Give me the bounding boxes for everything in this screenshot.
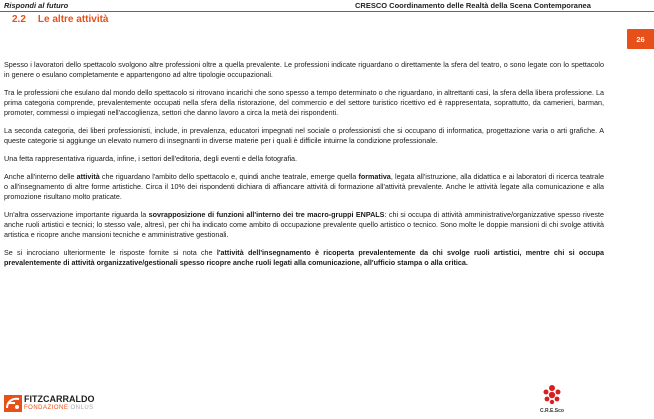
p5-bold-b: formativa	[358, 171, 391, 181]
fitzcarraldo-name: FITZCARRALDO	[24, 394, 95, 404]
paragraph-6	[4, 210, 604, 241]
p5-text-a: Anche all'interno delle	[4, 171, 77, 181]
section-number: 2.2	[12, 14, 26, 25]
paragraph-5	[4, 172, 604, 203]
page-number: 26	[636, 34, 645, 44]
header-right-rest: Coordinamento delle Realtà della Scena Contemporanea	[387, 1, 591, 10]
header-rule	[0, 11, 654, 12]
page-number-badge	[627, 29, 654, 49]
fitzcarraldo-sub	[24, 405, 94, 411]
body-text	[4, 60, 604, 276]
p7-bold: l'attività dell'insegnamento è ricoperta prevalentemente da chi svolge ruoli artistici, mentre chi si occupa prevalentemente di attività organizzative/gestionali spesso ricopre anche ruoli legati alla comunicazione, all'ufficio stampa o alla critica.	[4, 247, 604, 268]
p5-text-b: che riguardano l'ambito dello spettacolo e, quindi anche teatrale, emerge quella	[99, 171, 359, 181]
cresco-logo	[539, 384, 565, 414]
paragraph-2: Tra le professioni che esulano dal mondo dello spettacolo si ritrovano incarichi che sono spesso a tempo determinato o che riguardano, in altrettanti casi, la sfera della libera professione. La prima categoria comprende, prevalentemente occupati nella sfera della ristorazione, del commercio e del settore turistico ricettivo ed è rappresentata, soprattutto, da camerieri, barman, promoter, commessi o impiegati nell'accoglienza, settori che danno lavoro a circa la metà dei rispondenti.	[4, 87, 604, 118]
fitzcarraldo-logo	[4, 394, 124, 414]
p7-text-a: Se si incrociano ulteriormente le risposte fornite si nota che	[4, 247, 217, 257]
fitzcarraldo-mark-icon	[4, 395, 22, 412]
paragraph-3: La seconda categoria, dei liberi professionisti, include, in prevalenza, educatori impegnati nel sociale o professionisti che si occupano di informatica, progettazione varia o arti grafiche. A queste categorie si aggiunge un elevato numero di insegnanti in diverse materie per i quali è difficile intuirne la condizione professionale.	[4, 126, 604, 146]
paragraph-1: Spesso i lavoratori dello spettacolo svolgono altre professioni oltre a quella prevalente. Le professioni indicate riguardano o direttamente la sfera del teatro, o sono legate con lo spettacolo in genere o esulano completamente e appartengono ad altre tipologie occupazionali.	[4, 60, 604, 80]
header-right	[355, 1, 591, 10]
cresco-mark-icon	[539, 384, 565, 414]
p5-text-c: , legata all'istruzione, alla didattica e ai laboratori di ricerca teatrale o all'insegnamento di altre forme artistiche. Circa il 10% dei rispondenti dichiara di affiancare attività di formazione all'attività prevalente. Anche le attività legate alla comunicazione e alla promozione risultano molto praticate.	[4, 171, 604, 202]
header-left: Rispondi al futuro	[4, 1, 69, 10]
p6-text-a: Un'altra osservazione importante riguarda la	[4, 209, 149, 219]
p6-text-b: : chi si occupa di attività amministrative/organizzative spesso riveste anche ruoli artistici e tecnici; lo stesso vale, altresì, per chi ha indicato come ambito di occupazione prevalente quello artistico o tecnico. Sono molte le doppie mansioni di chi svolge attività artistica e ricopre anche mansioni tecniche e amministrative gestionali.	[4, 209, 604, 240]
paragraph-7	[4, 248, 604, 268]
fondazione-label: FONDAZIONE	[24, 405, 69, 411]
header-right-prefix: CRESCO	[355, 1, 388, 10]
section-title-text: Le altre attività	[37, 14, 109, 25]
section-title	[12, 14, 109, 25]
onlus-label: ONLUS	[68, 405, 94, 411]
p5-bold-a: attività	[76, 171, 100, 181]
p6-bold: sovrapposizione di funzioni all'interno dei tre macro-gruppi ENPALS	[148, 209, 385, 219]
paragraph-4: Una fetta rappresentativa riguarda, infine, i settori dell'editoria, degli eventi e della fotografia.	[4, 153, 298, 163]
cresco-logo-label: C.R.E.Sco	[540, 408, 564, 414]
